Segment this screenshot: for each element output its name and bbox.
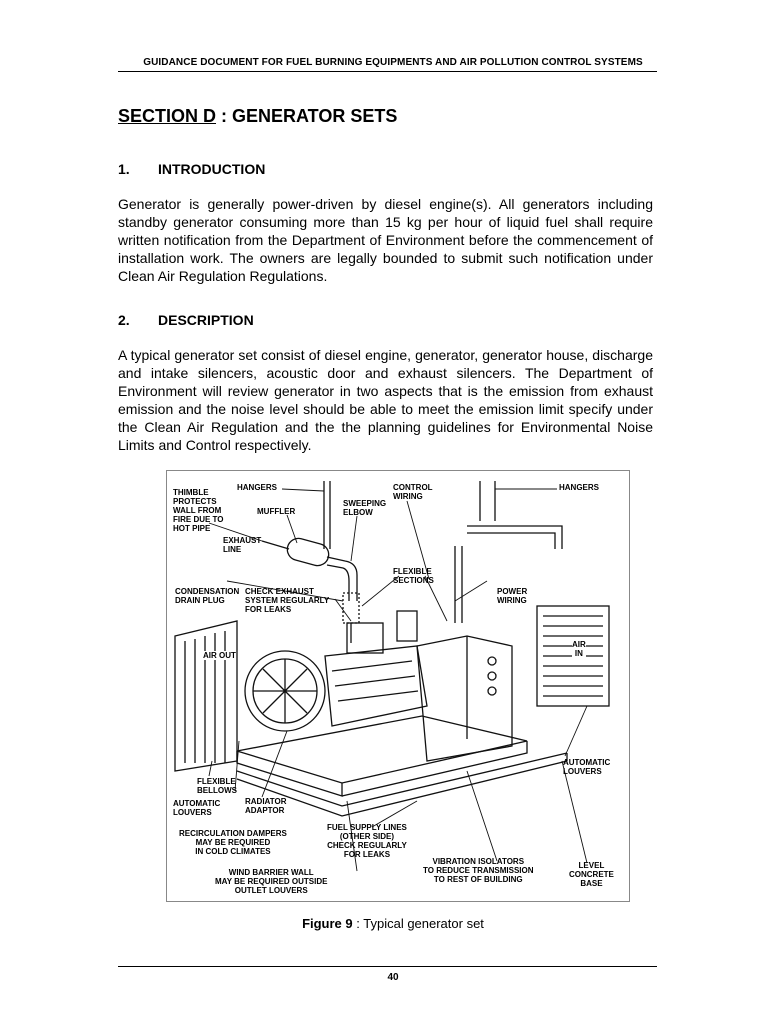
running-header: GUIDANCE DOCUMENT FOR FUEL BURNING EQUIPMENTS AND AIR POLLUTION CONTROL SYSTEMS xyxy=(143,57,643,68)
figure-generator-set xyxy=(166,470,630,902)
label-automatic-louvers-right: AUTOMATIC LOUVERS xyxy=(563,758,611,776)
label-muffler: MUFFLER xyxy=(257,507,296,516)
footer-rule xyxy=(118,966,657,967)
heading-description xyxy=(118,312,254,328)
section-title xyxy=(118,106,397,127)
paragraph-description: A typical generator set consist of diesel engine, generator, generator house, discharge and intake silencers, acoustic door and exhaust silencers. The Department of Environment will review generator in two aspects that is the emission from exhaust emission and the noise level should be able to meet the emission limit specify under the Clean Air Regulation and the the planning guidelines for Environmental Noise Limits and Control respectively. xyxy=(118,347,653,453)
section-prefix: SECTION D xyxy=(118,106,217,126)
label-power-wiring: POWER WIRING xyxy=(497,587,528,605)
header-rule xyxy=(118,71,657,72)
paragraph-introduction: Generator is generally power-driven by diesel engine(s). All generators including standby generator consuming more than 15 kg per hour of liquid fuel shall require written notification from the Department of Environment before the commencement of installation work. The owners are legally bounded to submit such notification under Clean Air Regulation Regulations. xyxy=(118,196,653,284)
heading-number: 2. xyxy=(118,312,130,328)
label-radiator-adaptor: RADIATOR ADAPTOR xyxy=(245,797,287,815)
label-level-base: LEVEL CONCRETE BASE xyxy=(569,861,614,888)
label-exhaust-line: EXHAUST LINE xyxy=(223,536,262,554)
figure-caption xyxy=(0,916,768,931)
label-air-out: AIR OUT xyxy=(203,651,236,660)
label-control-wiring: CONTROL WIRING xyxy=(393,483,433,501)
heading-introduction xyxy=(118,161,265,177)
label-wind-barrier: WIND BARRIER WALL MAY BE REQUIRED OUTSIDE OUTLET LOUVERS xyxy=(215,868,328,895)
caption-label: Figure 9 xyxy=(302,916,353,931)
label-sweeping-elbow: SWEEPING ELBOW xyxy=(343,499,387,517)
heading-number: 1. xyxy=(118,161,130,177)
label-hangers-right: HANGERS xyxy=(559,483,600,492)
label-check-exhaust: CHECK EXHAUST SYSTEM REGULARLY FOR LEAKS xyxy=(245,587,330,614)
label-thimble: THIMBLE PROTECTS WALL FROM FIRE DUE TO HOT PIPE xyxy=(173,488,224,533)
caption-text: : Typical generator set xyxy=(352,916,484,931)
label-vibration: VIBRATION ISOLATORS TO REDUCE TRANSMISSION TO REST OF BUILDING xyxy=(423,857,534,884)
label-hangers-left: HANGERS xyxy=(237,483,278,492)
label-air-in: AIR IN xyxy=(572,640,586,658)
label-flexible-bellows: FLEXIBLE BELLOWS xyxy=(197,777,237,795)
section-title-text: : GENERATOR SETS xyxy=(216,106,398,126)
label-condensation: CONDENSATION DRAIN PLUG xyxy=(175,587,240,605)
heading-text: DESCRIPTION xyxy=(158,312,254,328)
page-number: 40 xyxy=(387,972,399,983)
label-recirculation: RECIRCULATION DAMPERS MAY BE REQUIRED IN COLD CLIMATES xyxy=(179,829,287,856)
label-fuel-supply: FUEL SUPPLY LINES (OTHER SIDE) CHECK REGULARLY FOR LEAKS xyxy=(327,823,407,859)
heading-text: INTRODUCTION xyxy=(158,161,266,177)
label-automatic-louvers-left: AUTOMATIC LOUVERS xyxy=(173,799,221,817)
label-flexible-sections: FLEXIBLE SECTIONS xyxy=(393,567,434,585)
